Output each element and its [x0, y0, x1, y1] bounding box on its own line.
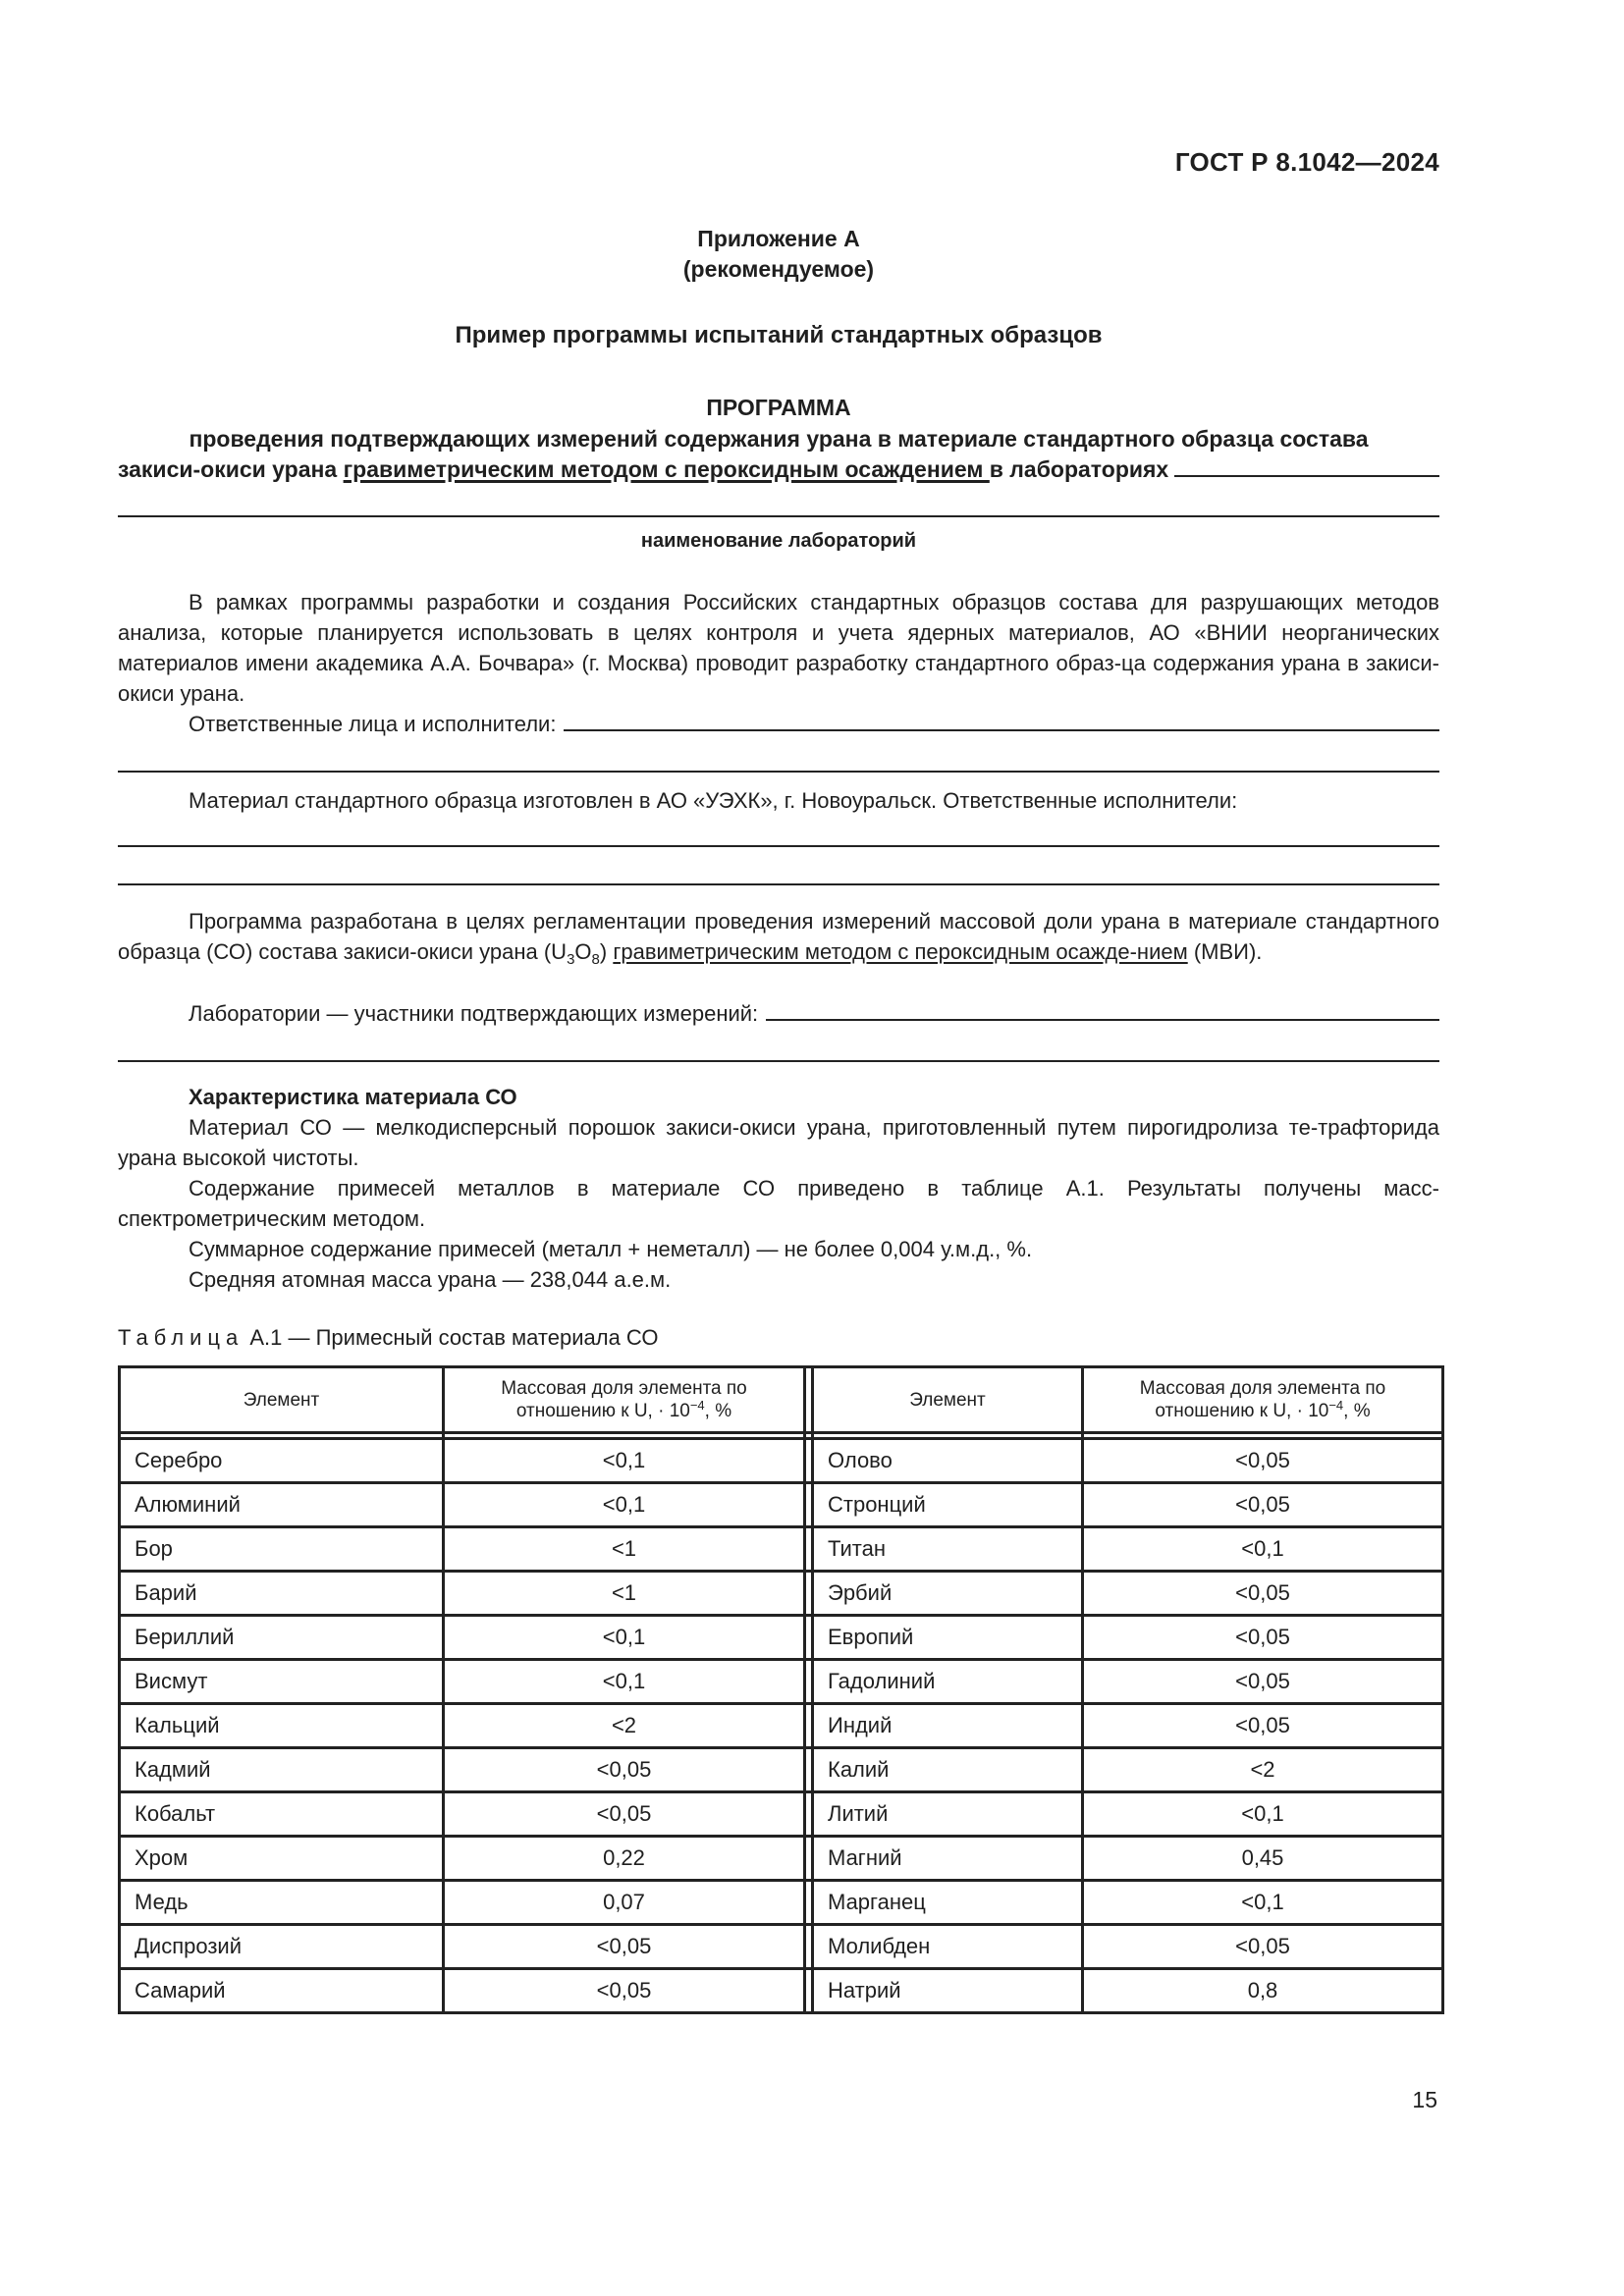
- column-separator: [805, 1925, 813, 1969]
- header-value-line1: Массовая доля элемента по: [501, 1378, 747, 1399]
- element-name-right: Марганец: [813, 1881, 1083, 1925]
- column-separator: [805, 1367, 813, 1433]
- column-separator: [805, 1616, 813, 1660]
- header-element-right: Элемент: [813, 1367, 1083, 1433]
- element-value-right: <0,1: [1083, 1792, 1443, 1837]
- table-row: [120, 1881, 1443, 1925]
- element-name-right: Стронций: [813, 1483, 1083, 1527]
- element-name-right: Европий: [813, 1616, 1083, 1660]
- element-value-right: <0,05: [1083, 1483, 1443, 1527]
- element-value-right: <0,05: [1083, 1660, 1443, 1704]
- element-name-left: Кобальт: [120, 1792, 444, 1837]
- element-name-right: Литий: [813, 1792, 1083, 1837]
- formula-u-sub: 3: [567, 951, 575, 968]
- purpose-suffix: (МВИ).: [1187, 939, 1263, 964]
- formula-o: O: [574, 939, 592, 964]
- atomic-mass: Средняя атомная масса урана — 238,044 а.е.м.: [189, 1267, 672, 1292]
- element-name-left: Алюминий: [120, 1483, 444, 1527]
- element-name-left: Висмут: [120, 1660, 444, 1704]
- table-row: [120, 1969, 1443, 2013]
- element-value-right: <0,05: [1083, 1704, 1443, 1748]
- element-name-right: Эрбий: [813, 1572, 1083, 1616]
- table-header-row: [120, 1367, 1443, 1433]
- element-value-left: <0,05: [444, 1969, 805, 2013]
- element-value-left: <2: [444, 1704, 805, 1748]
- table-row: [120, 1704, 1443, 1748]
- appendix-title: Приложение А: [697, 226, 860, 251]
- element-name-left: Медь: [120, 1881, 444, 1925]
- element-value-left: 0,22: [444, 1837, 805, 1881]
- header-value-tail: , %: [1343, 1401, 1371, 1421]
- page-number: 15: [1412, 2087, 1437, 2112]
- element-name-left: Хром: [120, 1837, 444, 1881]
- responsible-fill-line: [564, 712, 1439, 731]
- element-value-left: <0,1: [444, 1439, 805, 1483]
- header-value-right: [1083, 1367, 1443, 1433]
- element-name-left: Диспрозий: [120, 1925, 444, 1969]
- labs-label: Лаборатории — участники подтверждающих измерений:: [189, 1001, 759, 1026]
- section-title: Характеристика материала СО: [189, 1085, 517, 1109]
- column-separator: [805, 1660, 813, 1704]
- program-title-line1: проведения подтверждающих измерений содержания урана в материале стандартного образца состава: [189, 426, 1369, 452]
- element-name-left: Самарий: [120, 1969, 444, 2013]
- material-description: Материал СО — мелкодисперсный порошок закиси-окиси урана, приготовленный путем пирогидролиза те-трафторида урана высокой чистоты.: [118, 1115, 1439, 1170]
- header-value-tail: , %: [704, 1401, 732, 1421]
- table-row: [120, 1439, 1443, 1483]
- element-name-right: Калий: [813, 1748, 1083, 1792]
- element-name-right: Олово: [813, 1439, 1083, 1483]
- element-name-left: Кальций: [120, 1704, 444, 1748]
- intro-paragraph: В рамках программы разработки и создания Российских стандартных образцов состава для разрушающих методов анализа, которые планируется использовать в целях контроля и учета ядерных материалов, АО «ВНИИ неорганических материалов имени академика А.А. Бочвара» (г. Москва) проводит разработку стандартного образ-ца содержания урана в закиси-окиси урана.: [118, 590, 1439, 706]
- lab-fill-line: [1174, 455, 1439, 477]
- element-value-right: <2: [1083, 1748, 1443, 1792]
- executors-rule-1: [118, 845, 1439, 847]
- appendix-heading: [118, 224, 1439, 285]
- total-impurity: Суммарное содержание примесей (металл + неметалл) — не более 0,004 у.м.д., %.: [189, 1237, 1033, 1261]
- element-value-left: <0,05: [444, 1748, 805, 1792]
- element-name-left: Бериллий: [120, 1616, 444, 1660]
- column-separator: [805, 1527, 813, 1572]
- table-body: [120, 1439, 1443, 2013]
- element-value-right: <0,1: [1083, 1881, 1443, 1925]
- element-value-right: <0,1: [1083, 1527, 1443, 1572]
- element-name-right: Натрий: [813, 1969, 1083, 2013]
- purpose-paragraph: [118, 906, 1439, 967]
- impurity-paragraph: Содержание примесей металлов в материале СО приведено в таблице А.1. Результаты получены масс-спектрометрическим методом.: [118, 1176, 1439, 1231]
- table-row: [120, 1527, 1443, 1572]
- element-value-left: <1: [444, 1527, 805, 1572]
- lab-name-rule: [118, 515, 1439, 517]
- responsible-rule: [118, 771, 1439, 773]
- program-method: гравиметрическим методом с пероксидным осаждением: [343, 456, 990, 482]
- purpose-method: гравиметрическим методом с пероксидным осажде-нием: [613, 939, 1188, 964]
- table-caption-word: Таблица: [118, 1325, 244, 1350]
- program-heading: ПРОГРАММА: [706, 395, 851, 420]
- element-value-right: <0,05: [1083, 1925, 1443, 1969]
- element-name-right: Магний: [813, 1837, 1083, 1881]
- header-value-line2: отношению к U, · 10: [1155, 1401, 1329, 1421]
- element-value-right: <0,05: [1083, 1616, 1443, 1660]
- table-caption: [118, 1325, 658, 1351]
- element-name-left: Барий: [120, 1572, 444, 1616]
- impurity-table: [118, 1365, 1444, 2014]
- lab-name-caption: наименование лабораторий: [640, 530, 917, 552]
- table-row: [120, 1748, 1443, 1792]
- element-name-right: Гадолиний: [813, 1660, 1083, 1704]
- table-caption-rest: А.1 — Примесный состав материала СО: [244, 1325, 659, 1350]
- purpose-text-mid: ): [599, 939, 614, 964]
- table-row: [120, 1660, 1443, 1704]
- element-value-left: <0,1: [444, 1660, 805, 1704]
- column-separator: [805, 1837, 813, 1881]
- header-value-line2: отношению к U, · 10: [515, 1401, 690, 1421]
- column-separator: [805, 1881, 813, 1925]
- labs-row: [118, 998, 1439, 1029]
- table-row: [120, 1837, 1443, 1881]
- column-separator: [805, 1748, 813, 1792]
- program-title-suffix: в лабораториях: [989, 456, 1169, 482]
- labs-rule: [118, 1060, 1439, 1062]
- table-row: [120, 1616, 1443, 1660]
- labs-fill-line: [766, 1001, 1439, 1021]
- element-value-left: <0,1: [444, 1483, 805, 1527]
- column-separator: [805, 1439, 813, 1483]
- header-value-exp: −4: [1328, 1398, 1344, 1413]
- table-row: [120, 1925, 1443, 1969]
- purpose-text: Программа разработана в целях регламентации проведения измерений массовой доли урана в материале стандартного образца (СО) состава закиси-окиси урана (: [118, 909, 1439, 964]
- responsible-row: [118, 709, 1439, 739]
- table-row: [120, 1792, 1443, 1837]
- element-value-left: <0,1: [444, 1616, 805, 1660]
- column-separator: [805, 1969, 813, 2013]
- element-value-right: <0,05: [1083, 1572, 1443, 1616]
- element-value-right: 0,8: [1083, 1969, 1443, 2013]
- element-value-right: <0,05: [1083, 1439, 1443, 1483]
- responsible-label: Ответственные лица и исполнители:: [189, 712, 557, 736]
- material-paragraph: Материал стандартного образца изготовлен в АО «УЭХК», г. Новоуральск. Ответственные исполнители:: [189, 788, 1238, 813]
- element-value-left: 0,07: [444, 1881, 805, 1925]
- table-row: [120, 1483, 1443, 1527]
- element-value-right: 0,45: [1083, 1837, 1443, 1881]
- element-value-left: <1: [444, 1572, 805, 1616]
- header-element-left: Элемент: [120, 1367, 444, 1433]
- table-row: [120, 1572, 1443, 1616]
- executors-rule-2: [118, 883, 1439, 885]
- column-separator: [805, 1572, 813, 1616]
- element-name-right: Молибден: [813, 1925, 1083, 1969]
- element-value-left: <0,05: [444, 1925, 805, 1969]
- header-value-left: [444, 1367, 805, 1433]
- element-value-left: <0,05: [444, 1792, 805, 1837]
- element-name-right: Титан: [813, 1527, 1083, 1572]
- standard-code: ГОСТ Р 8.1042—2024: [1174, 147, 1439, 177]
- program-title-prefix: закиси-окиси урана: [118, 456, 344, 482]
- formula-u: U: [551, 939, 568, 964]
- column-separator: [805, 1792, 813, 1837]
- column-separator: [805, 1704, 813, 1748]
- formula-o-sub: 8: [591, 951, 600, 968]
- appendix-subtitle: Пример программы испытаний стандартных образцов: [455, 322, 1103, 348]
- header-value-line1: Массовая доля элемента по: [1139, 1378, 1386, 1399]
- program-title-line2: [118, 454, 1439, 485]
- header-value-exp: −4: [689, 1398, 705, 1413]
- element-name-left: Бор: [120, 1527, 444, 1572]
- program-title: [118, 424, 1439, 485]
- element-name-right: Индий: [813, 1704, 1083, 1748]
- element-name-left: Серебро: [120, 1439, 444, 1483]
- element-name-left: Кадмий: [120, 1748, 444, 1792]
- column-separator: [805, 1483, 813, 1527]
- appendix-status: (рекомендуемое): [682, 256, 875, 282]
